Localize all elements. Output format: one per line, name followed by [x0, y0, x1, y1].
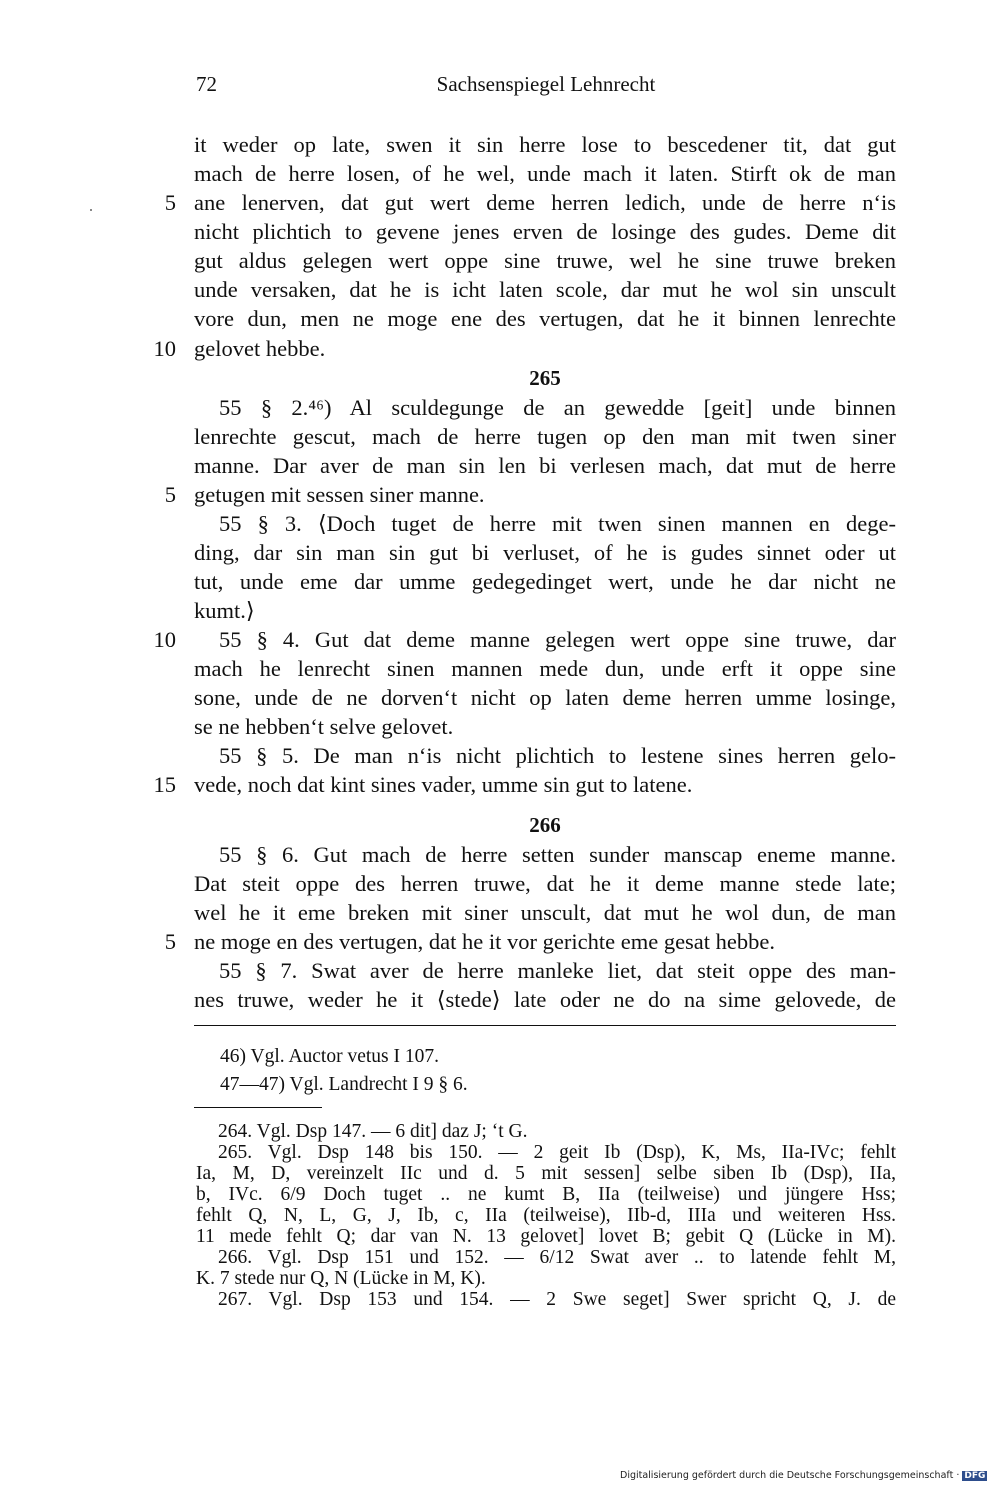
- text-line: vore dun, men ne moge ene des vertugen, dat he it binnen lenrechte: [194, 306, 896, 331]
- text-line: tut, unde eme dar umme gedegedinget wert, unde he dar nicht ne: [194, 569, 896, 594]
- apparatus-rule: [194, 1107, 322, 1108]
- text-line: kumt.⟩: [194, 598, 255, 623]
- line-number: 15: [153, 772, 176, 797]
- text-line: gelovet hebbe.: [194, 336, 326, 361]
- page-number: 72: [196, 72, 217, 96]
- text-line: 55 § 5. De man n‘is nicht plichtich to lestene sines herren gelo-: [219, 743, 896, 768]
- text-line: se ne hebben‘t selve gelovet.: [194, 714, 454, 739]
- footnote-rule: [194, 1025, 896, 1026]
- running-title: Sachsenspiegel Lehnrecht: [436, 72, 656, 96]
- text-line: gut aldus gelegen wert oppe sine truwe, wel he sine truwe breken: [194, 248, 896, 273]
- text-line: unde versaken, dat he is icht laten scole, dar mut he wol sin unscult: [194, 277, 896, 302]
- section-number: 265: [529, 366, 561, 390]
- text-line: manne. Dar aver de man sin len bi verlesen mach, dat mut de herre: [194, 453, 896, 478]
- text-line: mach he lenrecht sinen mannen mede dun, unde erft it oppe sine: [194, 656, 896, 681]
- text-line: ding, dar sin man sin gut bi verluset, of he is gudes sinnet oder ut: [194, 540, 896, 565]
- text-line: ane lenerven, dat gut wert deme herren ledich, unde de herre n‘is: [194, 190, 896, 215]
- section-number: 266: [529, 813, 561, 837]
- footnote: 46) Vgl. Auctor vetus I 107.: [220, 1046, 439, 1067]
- text-line: getugen mit sessen siner manne.: [194, 482, 485, 507]
- apparatus-line: Ia, M, D, vereinzelt IIc und d. 5 mit sessen] selbe siben Ib (Dsp), IIa,: [196, 1163, 896, 1184]
- text-line: 55 § 3. ⟨Doch tuget de herre mit twen sinen mannen en dege-: [219, 511, 896, 536]
- apparatus-line: 267. Vgl. Dsp 153 und 154. — 2 Swe seget] Swer spricht Q, J. de: [218, 1289, 896, 1310]
- text-line: 55 § 2.⁴⁶) Al sculdegunge de an gewedde [geit] unde binnen: [219, 395, 896, 420]
- digitization-credit: [620, 1470, 986, 1481]
- line-number: 5: [164, 482, 176, 507]
- text-line: 55 § 4. Gut dat deme manne gelegen wert oppe sine truwe, dar: [219, 627, 896, 652]
- apparatus-line: fehlt Q, N, L, G, J, Ib, c, IIa (teilweise), IIb-d, IIIa und weiteren Hss.: [196, 1205, 896, 1226]
- line-number: 5: [164, 190, 176, 215]
- line-number: 10: [153, 627, 176, 652]
- text-line: wel he it eme breken mit siner unscult, dat mut he wol dun, de man: [194, 900, 896, 925]
- apparatus-line: 266. Vgl. Dsp 151 und 152. — 6/12 Swat aver .. to latende fehlt M,: [218, 1247, 896, 1268]
- apparatus-line: 264. Vgl. Dsp 147. — 6 dit] daz J; ‘t G.: [218, 1121, 528, 1142]
- apparatus-line: K. 7 stede nur Q, N (Lücke in M, K).: [196, 1268, 486, 1289]
- apparatus-line: b, IVc. 6/9 Doch tuget .. ne kumt B, IIa (teilweise) und jüngere Hss;: [196, 1184, 896, 1205]
- text-line: mach de herre losen, of he wel, unde mach it laten. Stirft ok de man: [194, 161, 896, 186]
- credit-text: Digitalisierung gefördert durch die Deutsche Forschungsgemeinschaft ·: [620, 1470, 960, 1481]
- text-line: nicht plichtich to gevene jenes erven de losinge des gudes. Deme dit: [194, 219, 896, 244]
- text-line: it weder op late, swen it sin herre lose to bescedener tit, dat gut: [194, 132, 896, 157]
- text-line: nes truwe, weder he it ⟨stede⟩ late oder ne do na sime gelovede, de: [194, 987, 896, 1012]
- scan-speck: [90, 209, 92, 211]
- dfg-logo: DFG: [964, 1471, 986, 1481]
- text-line: sone, unde de ne dorven‘t nicht op laten deme herren umme losinge,: [194, 685, 896, 710]
- line-number: 5: [164, 929, 176, 954]
- text-line: lenrechte gescut, mach de herre tugen op den man mit twen siner: [194, 424, 896, 449]
- apparatus-line: 11 mede fehlt Q; dar van N. 13 gelovet] lovet B; gebit Q (Lücke in M).: [196, 1226, 896, 1247]
- text-line: 55 § 7. Swat aver de herre manleke liet, dat steit oppe des man-: [219, 958, 896, 983]
- text-line: vede, noch dat kint sines vader, umme sin gut to latene.: [194, 772, 693, 797]
- text-line: 55 § 6. Gut mach de herre setten sunder manscap eneme manne.: [219, 842, 896, 867]
- page-header: [196, 72, 896, 104]
- line-number: 10: [153, 336, 176, 361]
- text-line: ne moge en des vertugen, dat he it vor gerichte eme gesat hebbe.: [194, 929, 776, 954]
- footnote: 47—47) Vgl. Landrecht I 9 § 6.: [220, 1074, 468, 1095]
- apparatus-line: 265. Vgl. Dsp 148 bis 150. — 2 geit Ib (Dsp), K, Ms, IIa-IVc; fehlt: [218, 1142, 896, 1163]
- text-line: Dat steit oppe des herren truwe, dat he it deme manne stede late;: [194, 871, 896, 896]
